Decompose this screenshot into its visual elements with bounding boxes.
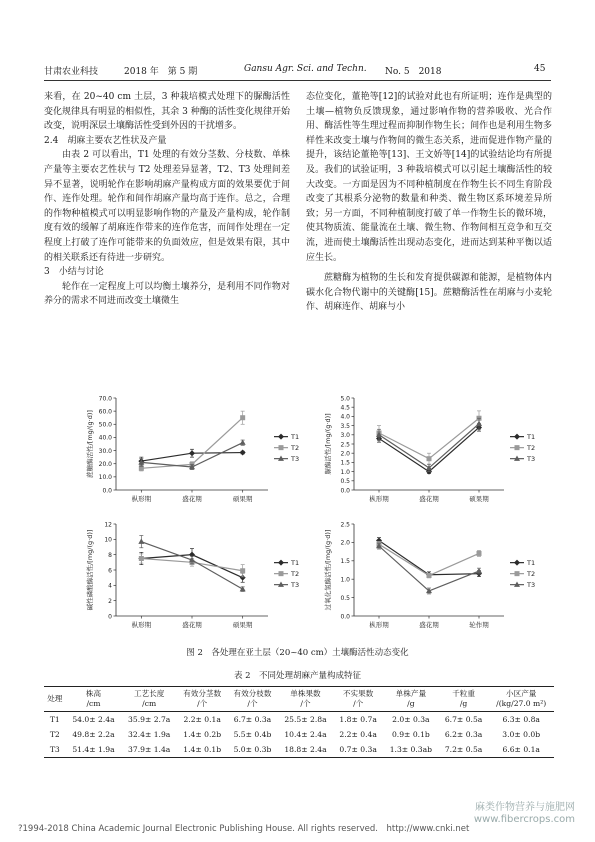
x-tick-label: 枞形期 <box>369 495 389 503</box>
y-tick-label: 12 <box>104 521 112 529</box>
x-tick-label: 盛花期 <box>419 495 439 503</box>
data-point-marker <box>240 568 245 573</box>
y-tick-label: 2.0 <box>340 450 350 458</box>
table-header-text: 不实果数 <box>342 689 374 698</box>
y-tick-label: 0.5 <box>340 478 350 486</box>
legend-label: T2 <box>527 443 536 452</box>
table-header-cell <box>278 687 334 712</box>
legend-label: T3 <box>291 454 300 463</box>
table-header-text: 有效分枝数 <box>233 689 272 698</box>
table-cell: 1.4± 0.1b <box>177 742 227 758</box>
table-header-cell <box>227 687 277 712</box>
table-header-cell <box>66 687 122 712</box>
year-issue-cn: 2018 年 第 5 期 <box>124 67 198 77</box>
left-paragraph-2: 由表 2 可以看出，T1 处理的有效分茎数、分枝数、单株产量等主要农艺性状与 T2 处理差异显著，T2、T3 处理间差异不显著，说明轮作在影响胡麻产量构成方面的效果要优于间作、连作处理。轮作和间作胡麻产量均高于连作。总之，合理的作物种植模式可以明显影响作物的产量及产量构成，轮作制度有效的缓解了胡麻连作带来的连作危害，而间作处理在一定程度上打破了连作可能带来的负面效应，但是效果有限，其中的相关联系还有待进一步研究。 <box>44 150 290 263</box>
data-point-marker <box>240 586 246 591</box>
yield-table <box>44 686 554 758</box>
right-paragraph-2: 蔗糖酶为植物的生长和发育提供碳源和能源，是植物体内碳水化合物代谢中的关键酶[15]。蔗糖酶活性在胡麻与小麦轮作、胡麻连作、胡麻与小 <box>306 273 552 313</box>
watermark-line-2: www.fibercrops.com <box>473 814 575 825</box>
x-tick-label: 硕果期 <box>232 621 253 629</box>
table-cell: 32.4± 1.9a <box>128 730 171 739</box>
y-tick-label: 1.5 <box>340 459 350 467</box>
x-tick-label: 枞形期 <box>131 621 152 629</box>
y-tick-label: 40.0 <box>98 434 112 442</box>
y-tick-label: 2 <box>108 597 112 605</box>
data-point-marker <box>476 421 482 426</box>
data-point-marker <box>240 415 245 420</box>
table-header-text: /cm <box>86 699 101 708</box>
watermark-line-1: 麻类作物营养与施肥网 <box>475 802 575 813</box>
y-tick-label: 2.5 <box>340 521 350 529</box>
y-tick-label: 20.0 <box>98 461 112 469</box>
data-point-marker <box>278 434 284 440</box>
chart-panel <box>85 395 299 503</box>
y-tick-label: 1.0 <box>340 576 350 584</box>
table-cell: 6.2± 0.3a <box>444 730 483 739</box>
table-header-cell <box>333 687 383 712</box>
table-cell: 25.5± 2.8a <box>284 715 327 724</box>
table-cell: T3 <box>44 742 66 758</box>
chart-panel <box>85 521 299 629</box>
table-header-text: 单株果数 <box>290 689 321 698</box>
data-point-marker <box>514 560 520 566</box>
table-cell: 51.4± 1.9a <box>66 742 122 758</box>
legend-label: T1 <box>291 432 300 441</box>
legend-label: T2 <box>291 443 300 452</box>
table-header-text: 小区产量 <box>506 689 537 698</box>
figure-2-enzyme-charts <box>0 386 595 646</box>
table-cell: 6.3± 0.8a <box>502 715 540 724</box>
data-point-marker <box>514 434 520 440</box>
y-tick-label: 6 <box>108 567 112 575</box>
table-cell: 54.0± 2.4a <box>72 715 115 724</box>
data-point-marker <box>476 568 482 573</box>
data-point-marker <box>427 456 432 461</box>
data-point-marker <box>279 445 284 450</box>
y-tick-label: 30.0 <box>98 447 112 455</box>
right-column <box>306 90 552 315</box>
table-caption: 表 2 不同处理胡麻产量构成特征 <box>233 671 362 681</box>
legend-label: T1 <box>527 432 536 441</box>
series-line <box>379 418 479 458</box>
y-tick-label: 50.0 <box>98 421 112 429</box>
x-tick-label: 盛花期 <box>182 495 202 503</box>
table-cell: 5.0± 0.3b <box>227 742 277 758</box>
series-line <box>141 418 242 469</box>
data-point-marker <box>139 556 144 561</box>
y-tick-label: 1.0 <box>340 468 350 476</box>
section-heading-2-4: 2.4 胡麻主要农艺性状及产量 <box>44 135 167 146</box>
table-cell: 2.2± 0.1a <box>183 715 221 724</box>
page-number: 45 <box>534 64 546 74</box>
left-paragraph-3: 轮作在一定程度上可以均衡土壤养分，是利用不同作物对养分的需求不同进而改变土壤微生 <box>44 281 290 307</box>
table-header-cell <box>177 687 227 712</box>
journal-name-cn: 甘肃农业科技 <box>44 67 99 77</box>
table-cell: 37.9± 1.4a <box>121 742 177 758</box>
data-point-marker <box>240 439 246 444</box>
table-cell: 5.5± 0.4b <box>233 730 272 739</box>
legend-label: T1 <box>527 558 536 567</box>
data-point-marker <box>427 573 432 578</box>
table-cell: T1 <box>49 715 60 724</box>
x-tick-label: 盛花期 <box>182 621 202 629</box>
table-cell: 0.9± 0.1b <box>391 730 430 739</box>
table-header-text: 有效分茎数 <box>183 689 222 698</box>
data-point-marker <box>279 571 284 576</box>
legend-label: T1 <box>291 558 300 567</box>
table-header-text: 株高 <box>85 689 102 698</box>
data-point-marker <box>278 560 284 566</box>
table-cell: 7.2± 0.5a <box>439 742 489 758</box>
legend-label: T2 <box>527 569 536 578</box>
table-cell: 3.0± 0.0b <box>502 730 541 739</box>
table-cell: 35.9± 2.7a <box>128 715 171 724</box>
table-header-text: 处理 <box>47 694 63 703</box>
table-header-text: 单株产量 <box>395 689 427 698</box>
table-row <box>44 712 554 728</box>
y-tick-label: 60.0 <box>98 408 112 416</box>
journal-name-en: Gansu Agr. Sci. and Techn. <box>244 64 367 74</box>
y-axis-label: 过氧化氢酶活性/[mg/(g·d)] <box>324 529 332 611</box>
y-tick-label: 0.0 <box>340 487 350 495</box>
data-point-marker <box>138 538 144 543</box>
table-cell: 1.4± 0.2b <box>183 730 222 739</box>
chart-panel <box>323 521 535 629</box>
y-tick-label: 8 <box>108 551 112 559</box>
table-cell: 18.8± 2.4a <box>278 742 334 758</box>
x-tick-label: 枞形期 <box>131 495 152 503</box>
figure-caption: 图 2 各处理在亚土层（20~40 cm）土壤酶活性动态变化 <box>186 648 409 658</box>
header-rule <box>44 80 551 81</box>
y-tick-label: 0.5 <box>340 594 350 602</box>
left-paragraph-1: 来看，在 20~40 cm 土层，3 种栽培模式处理下的脲酶活性变化规律具有明显的相似性，其余 3 种酶的活性变化规律开始改变，说明深层土壤酶活性受到外因的干扰增多。 <box>44 92 290 132</box>
table-header-cell <box>439 687 489 712</box>
y-tick-label: 1.5 <box>340 558 350 566</box>
y-tick-label: 10.0 <box>98 474 112 482</box>
series-line <box>379 546 479 591</box>
table-cell: 6.7± 0.5a <box>444 715 483 724</box>
table-cell: 6.6± 0.1a <box>488 742 554 758</box>
table-header-text: /个 <box>247 699 258 708</box>
y-tick-label: 4.5 <box>340 404 350 412</box>
table-header-text: /个 <box>197 699 208 708</box>
table-header-cell <box>488 687 554 712</box>
table-cell: 10.4± 2.4a <box>284 730 327 739</box>
x-tick-label: 硕果期 <box>232 495 253 503</box>
table-row <box>44 742 554 758</box>
table-header-text: /个 <box>300 699 311 708</box>
table-header-text: /cm <box>142 699 157 708</box>
x-tick-label: 硕果期 <box>469 495 489 503</box>
table-cell: 1.8± 0.7a <box>339 715 377 724</box>
table-header-cell <box>383 687 439 712</box>
y-axis-label: 蔗糖酶活性/[mg/(g·d)] <box>86 410 94 478</box>
x-tick-label: 轮作期 <box>469 621 489 629</box>
table-header-cell <box>121 687 177 712</box>
chart-panel <box>323 395 535 503</box>
table-header-text: 千粒重 <box>452 689 475 698</box>
table-cell: 49.8± 2.2a <box>72 730 115 739</box>
y-tick-label: 3.0 <box>340 432 350 440</box>
right-paragraph-1: 态位变化，董艳等[12]的试验对此也有所证明；连作是典型的土壤—植物负反馈现象，通过影响作物的营养吸收、光合作用、酶活性等生理过程而抑制作物生长；间作也是利用生物多样性来改变土壤与作物间的微生态关系，进而促进作物产量的提升，该结论董艳等[13]、王文娇等[14]的试验结论均有所提及。我们的试验证明，3 种栽培模式可以引起土壤酶活性的较大改变。一方面是因为不同种植制度在作物生长不同生育阶段改变了其根系分泌物的数量和种类、微生物区系环境差异所致；另一方面，不同种植制度打破了单一作物生长的微环境，使其物质流、能量流在土壤、微生物、作物间相互竞争和互交流，进而使土壤酶活性出现动态变化，进而达到某种平衡以适应生长。 <box>306 92 552 263</box>
table-header-text: 工艺长度 <box>134 689 165 698</box>
legend-label: T2 <box>291 569 300 578</box>
table-header-text: /个 <box>353 699 364 708</box>
y-tick-label: 5.0 <box>340 395 350 403</box>
y-axis-label: 脲酶活性/[mg/(g·d)] <box>324 413 332 475</box>
y-tick-label: 4 <box>108 582 112 590</box>
y-tick-label: 70.0 <box>98 395 112 403</box>
table-header-text: /g <box>459 699 468 708</box>
series-line <box>379 541 479 575</box>
table-cell: 2.2± 0.4a <box>339 730 377 739</box>
data-point-marker <box>240 450 246 456</box>
y-tick-label: 10 <box>104 536 112 544</box>
y-tick-label: 2.5 <box>340 441 350 449</box>
data-point-marker <box>515 445 520 450</box>
y-tick-label: 2.0 <box>340 539 350 547</box>
table-cell: 0.7± 0.3a <box>333 742 383 758</box>
table-header-cell <box>44 687 66 712</box>
table-row <box>44 727 554 742</box>
x-tick-label: 盛花期 <box>419 621 439 629</box>
data-point-marker <box>189 450 195 456</box>
table-cell: T2 <box>49 730 60 739</box>
y-axis-label: 碱性磷酸酶活性/[mg/(g·d)] <box>86 529 94 611</box>
table-body <box>44 712 554 758</box>
table-cell: 1.3± 0.3ab <box>383 742 439 758</box>
legend-label: T3 <box>527 454 536 463</box>
copyright-footer: ?1994-2018 China Academic Journal Electronic Publishing House. All rights reserved. http://www.cnki.net <box>18 824 470 834</box>
y-tick-label: 0 <box>108 613 112 621</box>
table-cell: 2.0± 0.3a <box>392 715 430 724</box>
table-cell: 6.7± 0.3a <box>233 715 272 724</box>
left-column <box>44 90 290 309</box>
data-point-marker <box>515 571 520 576</box>
data-point-marker <box>477 551 482 556</box>
y-tick-label: 0.0 <box>340 613 350 621</box>
y-tick-label: 3.5 <box>340 422 350 430</box>
table-header-text: /g <box>407 699 415 708</box>
watermark <box>474 802 575 826</box>
y-tick-label: 0.0 <box>102 487 112 495</box>
table-header-text: /(kg/27.0 m²) <box>496 699 547 708</box>
table-header-row <box>44 687 554 712</box>
legend-label: T3 <box>291 580 300 589</box>
x-tick-label: 枞形期 <box>369 621 389 629</box>
section-heading-3: 3 小结与讨论 <box>44 267 104 278</box>
legend-label: T3 <box>527 580 536 589</box>
issue-en: No. 5 2018 <box>385 67 442 77</box>
y-tick-label: 4.0 <box>340 413 350 421</box>
